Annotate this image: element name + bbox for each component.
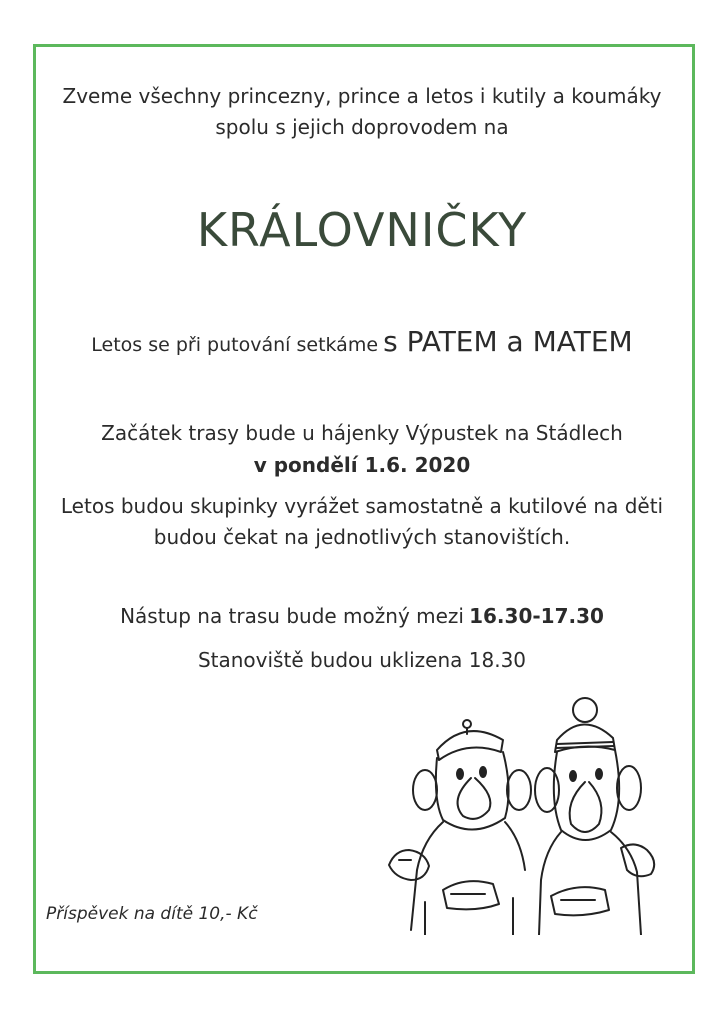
- route-start: Začátek trasy bude u hájenky Výpustek na Stádlech: [101, 421, 623, 445]
- fee-note: Příspěvek na dítě 10,- Kč: [46, 904, 258, 924]
- route-date: v pondělí 1.6. 2020: [253, 453, 471, 477]
- entry-prefix: Nástup na trasu bude možný mezi: [120, 604, 464, 628]
- meet-highlight: s PATEM a MATEM: [383, 325, 633, 358]
- invite-line-2: spolu s jejich doprovodem na: [215, 115, 509, 139]
- invite-line-1: Zveme všechny princezny, prince a letos i kutily a koumáky: [62, 84, 662, 108]
- pat-a-mat-illustration: [385, 690, 670, 935]
- entry-line: [0, 604, 724, 628]
- mat-figure: [535, 698, 654, 935]
- entry-range: 16.30-17.30: [469, 604, 604, 628]
- pat-figure: [389, 720, 531, 935]
- cleanup-line: Stanoviště budou uklizena 18.30: [197, 648, 527, 672]
- meet-prefix: Letos se při putování setkáme: [91, 334, 379, 356]
- meet-line: [0, 325, 724, 358]
- groups-line-1: Letos budou skupinky vyrážet samostatně a kutilové na děti: [60, 494, 664, 518]
- groups-line-2: budou čekat na jednotlivých stanovištích.: [153, 525, 571, 549]
- page-title: KRÁLOVNIČKY: [196, 203, 528, 257]
